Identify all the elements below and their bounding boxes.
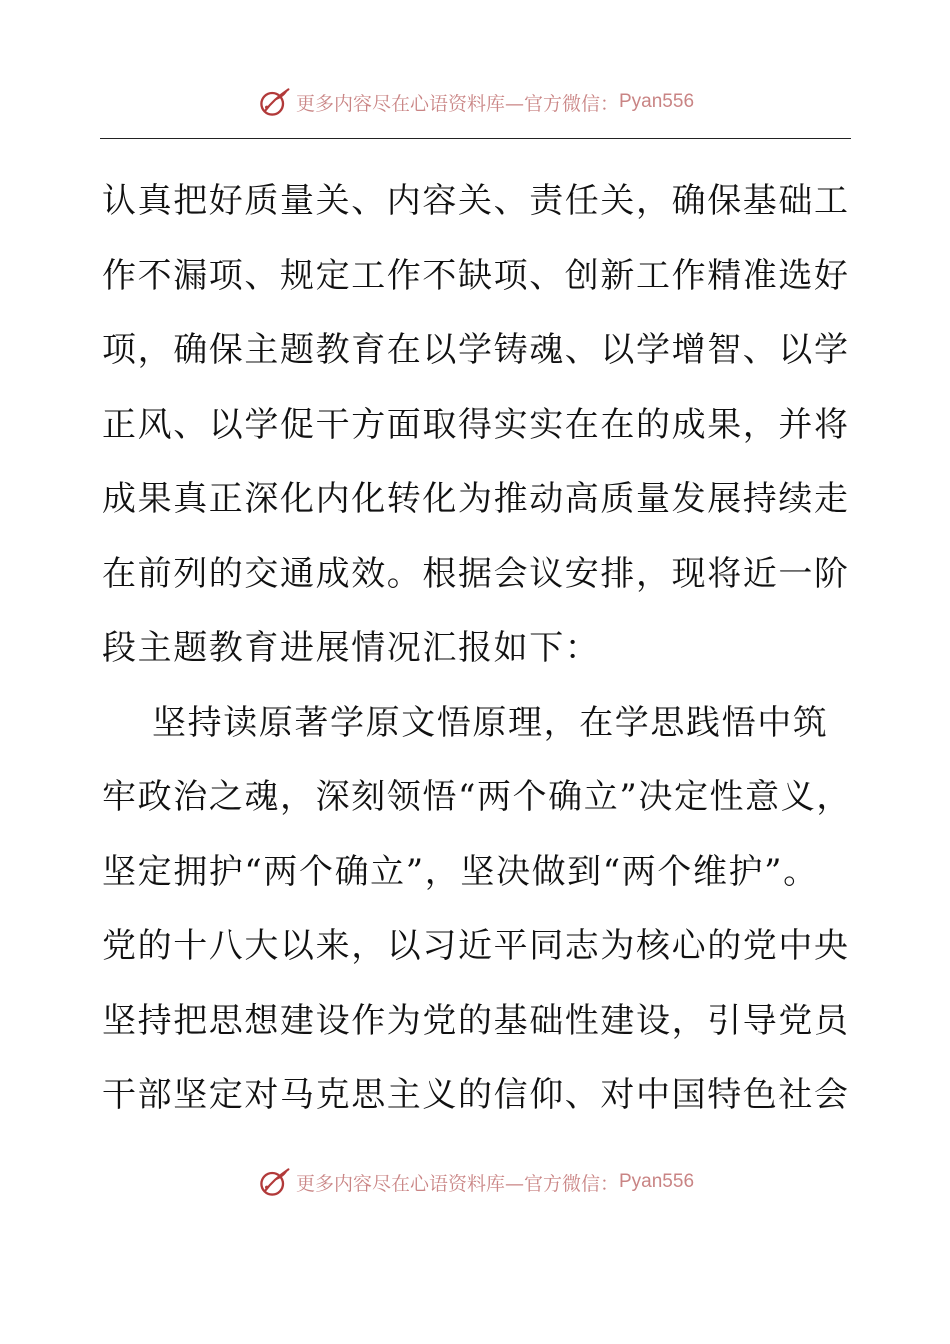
body-line: 段主题教育进展情况汇报如下： (102, 628, 601, 668)
footer-banner (0, 1160, 950, 1204)
body-line: 党的十八大以来，以习近平同志为核心的党中央 (102, 926, 850, 966)
quill-swirl-logo-icon (256, 1164, 292, 1200)
body-line: 项，确保主题教育在以学铸魂、以学增智、以学 (102, 330, 850, 370)
body-line: 坚持把思想建设作为党的基础性建设，引导党员 (102, 1000, 850, 1041)
banner-text: 更多内容尽在心语资料库—官方微信： (295, 92, 619, 115)
body-line: 干部坚定对马克思主义的信仰、对中国特色社会 (102, 1075, 850, 1115)
body-line: 牢政治之魂，深刻领悟“两个确立”决定性意义， (102, 777, 852, 817)
body-line: 正风、以学促干方面取得实实在在的成果，并将 (102, 404, 850, 445)
quill-swirl-logo-icon (256, 84, 292, 120)
header-divider (100, 138, 851, 139)
banner-text: 更多内容尽在心语资料库—官方微信： (295, 1172, 619, 1195)
body-line: 坚定拥护“两个确立”，坚决做到“两个维护”。 (102, 851, 819, 892)
body-line: 在前列的交通成效。根据会议安排，现将近一阶 (102, 553, 850, 594)
body-line: 成果真正深化内化转化为推动高质量发展持续走 (102, 479, 850, 519)
header-banner (0, 80, 950, 124)
body-line: 作不漏项、规定工作不缺项、创新工作精准选好 (102, 255, 850, 296)
body-line: 认真把好质量关、内容关、责任关，确保基础工 (102, 181, 850, 221)
document-body (102, 164, 882, 1133)
banner-wechat-id: Pyan556 (619, 1171, 695, 1192)
paragraph-start-line: 坚持读原著学原文悟原理，在学思践悟中筑 (152, 702, 829, 743)
banner-wechat-id: Pyan556 (619, 91, 695, 112)
